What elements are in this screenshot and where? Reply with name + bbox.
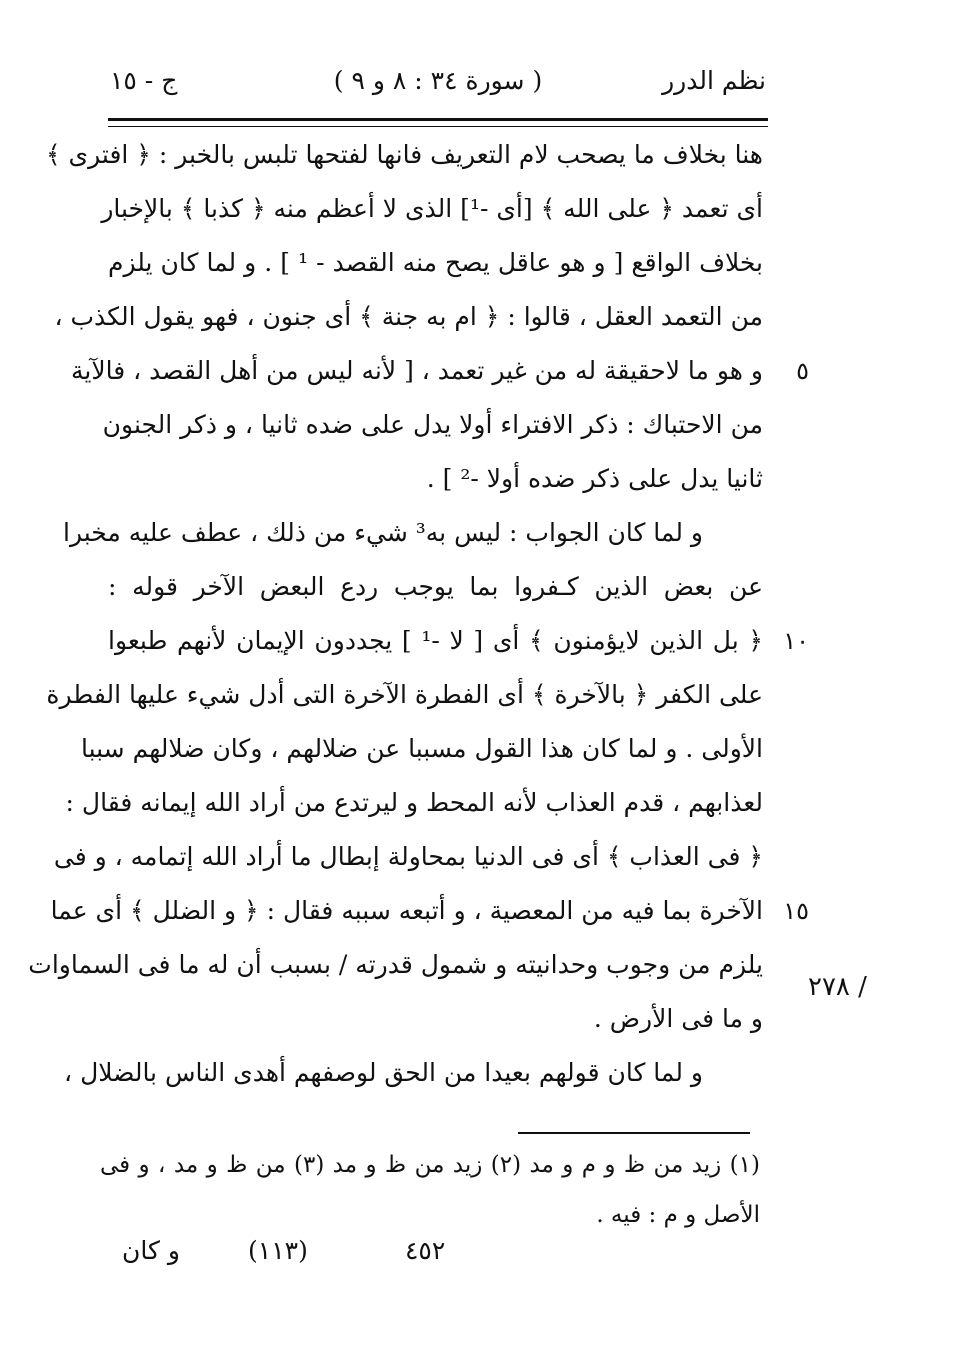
line-text: يلزم من وجوب وحدانيته و شمول قدرته / بسبب أن له ما فى السماوات (28, 950, 763, 979)
text-line (50, 884, 809, 938)
line-text: عن بعض الذين كـفروا بما يوجب ردع البعض الآخر قوله : (108, 572, 763, 601)
line-text: من الاحتباك : ذكر الافتراء أولا يدل على ضده ثانيا ، و ذكر الجنون (102, 410, 763, 439)
line-text: الأولى . و لما كان هذا القول مسببا عن ضلالهم ، وكان ضلالهم سببا (80, 734, 763, 763)
line-text: و لما كان قولهم بعيدا من الحق لوصفهم أهدى الناس بالضلال ، (64, 1058, 703, 1087)
footnote-rule (518, 1132, 750, 1134)
text-line (71, 344, 809, 398)
line-number: ٥ (796, 357, 809, 385)
header-rule (108, 118, 768, 127)
page-number: ٤٥٢ (405, 1236, 446, 1265)
text-line (80, 722, 763, 776)
text-line (53, 830, 763, 884)
text-line (46, 668, 763, 722)
manuscript-folio-marker: / ٢٧٨ (808, 972, 867, 1002)
line-text: الآخرة بما فيه من المعصية ، و أتبعه سببه فقال : ﴿ و الضلل ﴾ أى عما (50, 896, 763, 925)
text-line (45, 128, 763, 182)
line-text: و لما كان الجواب : ليس به³ شيء من ذلك ، عطف عليه مخبرا (63, 518, 703, 547)
line-text: من التعمد العقل ، قالوا : ﴿ ام به جنة ﴾ أى جنون ، فهو يقول الكذب ، (54, 302, 763, 331)
text-line (108, 236, 763, 290)
text-line (63, 506, 763, 560)
text-line (108, 452, 763, 506)
line-text: أى تعمد ﴿ على الله ﴾ [أى -¹] الذى لا أعظم منه ﴿ كذبا ﴾ بالإخبار (101, 194, 763, 223)
line-number: ١٠ (783, 627, 809, 655)
text-line (108, 560, 763, 614)
main-text (28, 128, 809, 1100)
catchword: و كان (122, 1236, 180, 1265)
text-line (108, 614, 809, 668)
footnote-line: الأصل و م : فيه . (596, 1202, 760, 1228)
line-number: ١٥ (783, 897, 809, 925)
volume-number: ج - ١٥ (110, 66, 178, 95)
text-line (28, 938, 763, 992)
text-line (102, 398, 763, 452)
footnote-line: (١) زيد من ظ و م و مد (٢) زيد من ظ و مد (٣) من ظ و مد ، و فى (100, 1152, 760, 1178)
page-footer (110, 1236, 510, 1276)
manuscript-page-ref: (١١٣) (248, 1236, 308, 1265)
surah-reference: ( سورة ٣٤ : ٨ و ٩ ) (333, 66, 543, 95)
line-text: ﴿ فى العذاب ﴾ أى فى الدنيا بمحاولة إبطال ما أراد الله إتمامه ، و فى (53, 842, 763, 871)
line-text: هنا بخلاف ما يصحب لام التعريف فانها لفتحها تلبس بالخبر : ﴿ افترى ﴾ (45, 140, 763, 169)
text-line (108, 992, 763, 1046)
footnotes (100, 1140, 760, 1240)
line-text: و هو ما لاحقيقة له من غير تعمد ، [ لأنه ليس من أهل القصد ، فالآية (71, 356, 763, 385)
line-text: على الكفر ﴿ بالآخرة ﴾ أى الفطرة الآخرة التى أدل شيء عليها الفطرة (46, 680, 763, 709)
text-line (101, 182, 763, 236)
line-text: ﴿ بل الذين لايؤمنون ﴾ أى [ لا -¹ ] يجددون الإيمان لأنهم طبعوا (108, 626, 764, 655)
book-title: نظم الدرر (662, 66, 766, 95)
text-line (64, 1046, 763, 1100)
running-header (110, 66, 766, 106)
line-text: و ما فى الأرض . (593, 1004, 763, 1033)
text-line (65, 776, 763, 830)
text-line (54, 290, 763, 344)
line-text: لعذابهم ، قدم العذاب لأنه المحط و ليرتدع من أراد الله إيمانه فقال : (65, 788, 763, 817)
line-text: ثانيا يدل على ذكر ضده أولا -² ] . (426, 464, 763, 493)
line-text: بخلاف الواقع [ و هو عاقل يصح منه القصد - ¹ ] . و لما كان يلزم (108, 248, 763, 277)
